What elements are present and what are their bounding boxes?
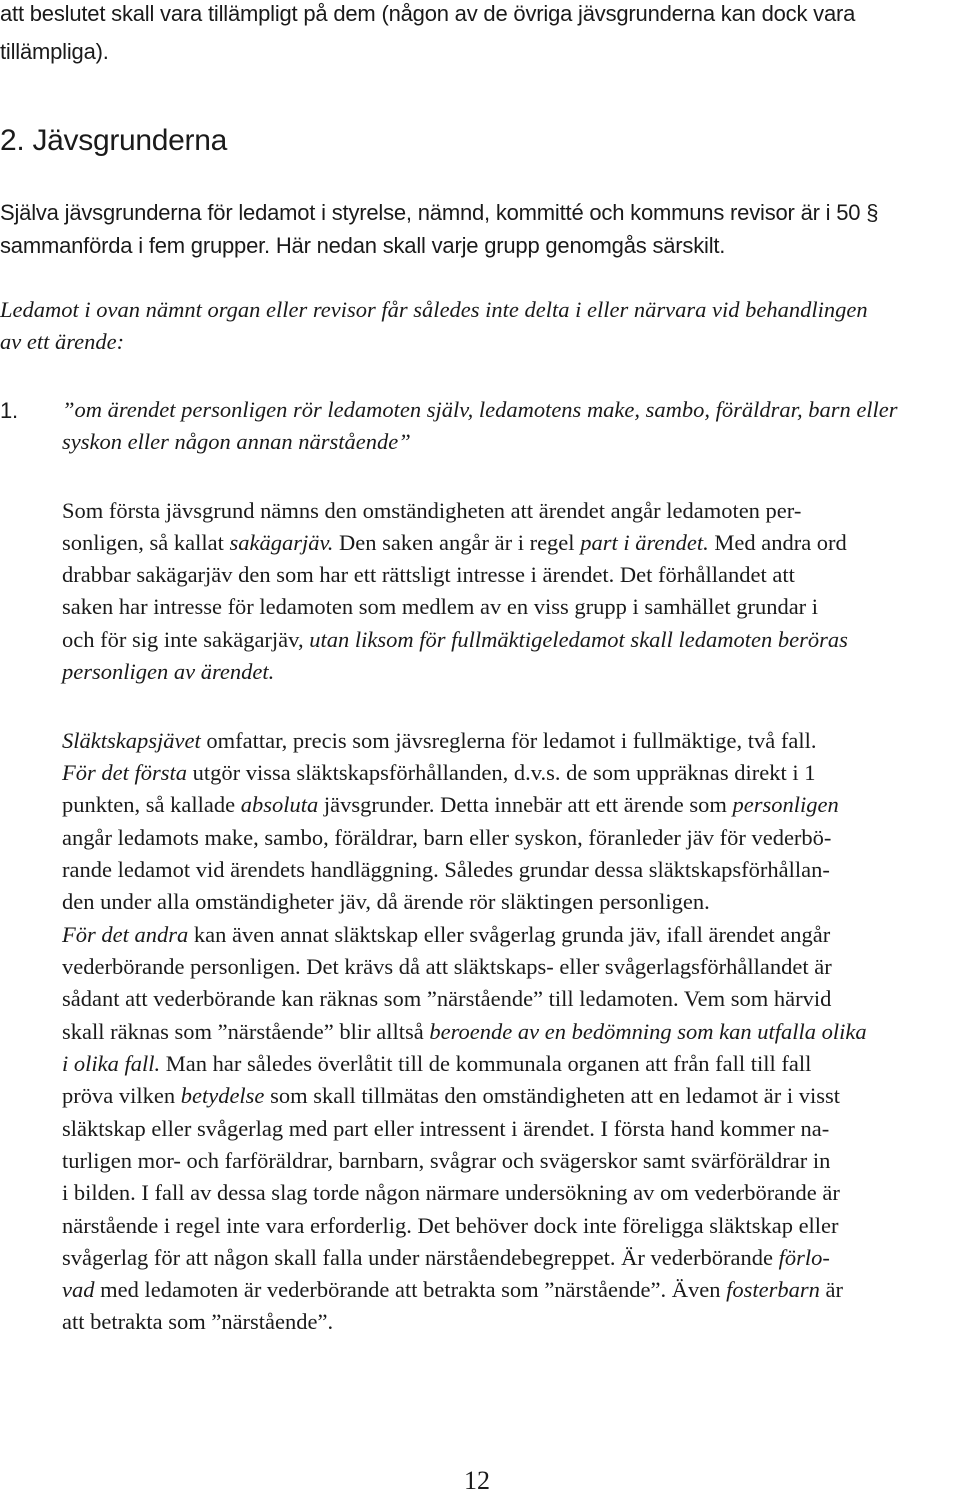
term-part: part i ärendet. — [580, 530, 709, 555]
p2-line: den under alla omständigheter jäv, då ärende rör släktingen personligen. — [62, 889, 710, 914]
emphasis: För det andra — [62, 922, 189, 947]
emphasis: utan liksom för fullmäktigeledamot skall ledamoten beröras — [309, 627, 848, 652]
p2-line — [62, 1051, 811, 1077]
p2-line — [62, 792, 839, 818]
p1-line: personligen av ärendet. — [62, 659, 275, 684]
text: är — [819, 1277, 843, 1302]
emphasis: vad — [62, 1277, 95, 1302]
emphasis: fosterbarn — [726, 1277, 820, 1302]
text: kan även annat släktskap eller svågerlag grunda jäv, ifall ärendet angår — [188, 922, 831, 947]
text: Den saken angår är i regel — [333, 530, 581, 555]
p2-line: närstående i regel inte vara erforderlig. Det behöver dock inte föreligga släktskap eller — [62, 1213, 839, 1238]
text: skall räknas som ”närstående” blir alltså — [62, 1019, 430, 1044]
text: sonligen, så kallat — [62, 530, 230, 555]
emphasis: i olika fall. — [62, 1051, 161, 1076]
p2-line — [62, 1019, 867, 1045]
p1-line: saken har intresse för ledamoten som medlem av en viss grupp i samhället grundar i — [62, 594, 819, 619]
text: utgör vissa släktskapsförhållanden, d.v.s. de som uppräknas direkt i 1 — [187, 760, 816, 785]
term-sakagarjav: sakägarjäv. — [229, 530, 334, 555]
italic-intro-line-2: av ett ärende: — [0, 329, 125, 354]
term-slaktskapsjav: Släktskapsjävet — [62, 728, 201, 753]
p2-line: turligen mor- och farföräldrar, barnbarn, svågrar och svägerskor samt svärföräldrar in — [62, 1148, 831, 1173]
page-number: 12 — [464, 1466, 490, 1495]
text: svågerlag för att någon skall falla under närståendebegreppet. Är vederbörande — [62, 1245, 779, 1270]
p2-line: vederbörande personligen. Det krävs då att släktskaps- eller svågerlagsförhållandet är — [62, 954, 832, 979]
p2-line: släktskap eller svågerlag med part eller intressent i ärendet. I första hand kommer na- — [62, 1116, 830, 1141]
emphasis: personligen — [732, 792, 839, 817]
text: jävsgrunder. Detta innebär att ett ärende som — [318, 792, 733, 817]
p1-line: drabbar sakägarjäv den som har ett rättsligt intresse i ärendet. Det förhållandet att — [62, 562, 795, 587]
p2-line — [62, 760, 815, 786]
text: omfattar, precis som jävsreglerna för ledamot i fullmäktige, två fall. — [200, 728, 817, 753]
p2-line: angår ledamots make, sambo, föräldrar, barn eller syskon, föranleder jäv för vederbö- — [62, 825, 832, 850]
emphasis: beroende av en bedömning som kan utfalla olika — [429, 1019, 867, 1044]
p1-line: Som första jävsgrund nämns den omständigheten att ärendet angår ledamoten per- — [62, 498, 802, 523]
section-intro-line-1: Själva jävsgrunderna för ledamot i styrelse, nämnd, kommitté och kommuns revisor är i 50 § — [0, 200, 879, 225]
text: och för sig inte sakägarjäv, — [62, 627, 310, 652]
p2-line — [62, 728, 816, 754]
text: Med andra ord — [708, 530, 847, 555]
ground-1-number: 1. — [0, 398, 18, 423]
section-heading: 2. Jävsgrunderna — [0, 124, 228, 157]
italic-intro-line-1: Ledamot i ovan nämnt organ eller revisor får således inte delta i eller närvara vid behandlingen — [0, 297, 868, 322]
ground-1-quote-line-2: syskon eller någon annan närstående” — [62, 429, 411, 454]
p2-line — [62, 1245, 830, 1271]
emphasis: absoluta — [240, 792, 319, 817]
p2-line — [62, 1083, 840, 1109]
intro-line-1: att beslutet skall vara tillämpligt på dem (någon av de övriga jävsgrunderna kan dock vara — [0, 1, 856, 26]
emphasis: betydelse — [180, 1083, 265, 1108]
text: med ledamoten är vederbörande att betrakta som ”närstående”. Även — [94, 1277, 727, 1302]
p2-line: att betrakta som ”närstående”. — [62, 1309, 334, 1334]
text: pröva vilken — [62, 1083, 181, 1108]
text: som skall tillmätas den omständigheten att en ledamot är i visst — [264, 1083, 840, 1108]
intro-line-2: tillämpliga). — [0, 39, 109, 64]
p2-line: i bilden. I fall av dessa slag torde någon närmare undersökning av om vederbörande är — [62, 1180, 840, 1205]
ground-1-quote-line-1: ”om ärendet personligen rör ledamoten själv, ledamotens make, sambo, föräldrar, barn eller — [62, 397, 898, 422]
section-intro-line-2: sammanförda i fem grupper. Här nedan skall varje grupp genomgås särskilt. — [0, 233, 726, 258]
p2-line: sådant att vederbörande kan räknas som ”närstående” till ledamoten. Vem som härvid — [62, 986, 832, 1011]
p2-line: rande ledamot vid ärendets handläggning. Således grundar dessa släktskapsförhållan- — [62, 857, 830, 882]
p1-line — [62, 530, 847, 556]
emphasis: förlo- — [778, 1245, 830, 1270]
text: Man har således överlåtit till de kommunala organen att från fall till fall — [160, 1051, 812, 1076]
text: punkten, så kallade — [62, 792, 241, 817]
p2-line — [62, 1277, 843, 1303]
emphasis: För det första — [62, 760, 188, 785]
p2-line — [62, 922, 830, 948]
p1-line — [62, 627, 848, 653]
